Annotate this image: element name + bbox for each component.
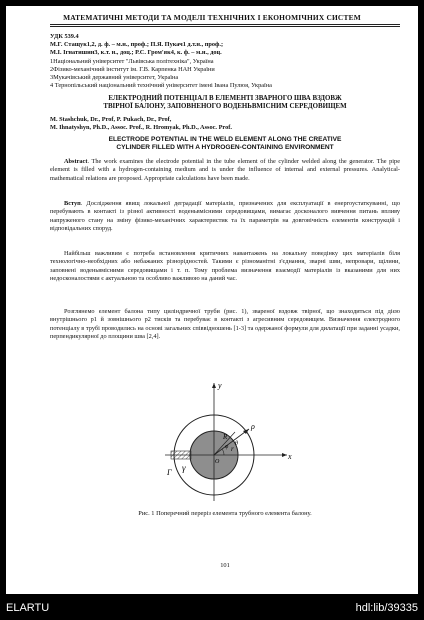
title-en-line-1: ELECTRODE POTENTIAL IN THE WELD ELEMENT ALONG THE CREATIVE bbox=[108, 136, 342, 143]
authors-ua-line-1: М.Г. Стащук1,2, д. ф. – м.н., проф.; П.Я. Пукач1 д.т.н., проф.; bbox=[50, 41, 224, 48]
repository-footer bbox=[0, 594, 424, 620]
abstract-text: . The work examines the electrode potential in the tube element of the cylinder welded along the generator. The pipe element is filled with a hydrogen-containing medium and is under the influence of internal and external pressures. Analytical-mathematical relations are proposed. Appropriate calculations have been made. bbox=[50, 158, 400, 182]
figure-caption: Рис. 1 Поперечний переріз елемента трубного елемента балону. bbox=[138, 510, 312, 517]
label-rho: ρ bbox=[251, 422, 255, 431]
abstract bbox=[50, 158, 400, 183]
intro-label: Вступ bbox=[64, 200, 81, 207]
abstract-label: Abstract bbox=[64, 158, 88, 165]
header-rule-2 bbox=[50, 26, 400, 27]
label-gamma: γ bbox=[182, 463, 186, 473]
affiliation-3: 3Мукачівський державний університет, Україна bbox=[50, 74, 179, 81]
intro-text: . Дослідження явищ локальної деградації матеріалів, призначених для експлуатації в енергоустаткуванні, що перебувають в контакті із різної активності воденьвмісними середовищами, вимагає досконалого вивчення питань впливу напруженого стану на зміну фізико-механічних характеристик та їх параметрів на довговічність елементів конструкцій і відповідальних споруд. bbox=[50, 200, 400, 233]
authors-en-line-1: M. Stashchuk, Dr., Prof, P. Pukach, Dr., Prof, bbox=[50, 116, 172, 123]
label-phi: φ bbox=[225, 444, 229, 450]
udk-code: УДК 539.4 bbox=[50, 33, 79, 40]
paragraph-3-text: Розглянемо елемент балона типу циліндричної труби (рис. 1), звареної вздовж твірної, що знаходиться під дією внутрішнього p1 й зовнішнього p2 тисків та перебуває в контакті з агресивним середовищем. Визначення електродного потенціалу в трубі проводились на основі загальних співвідношень [1-3] та одержаної формули для дилатації при заданні усадки, перпендикулярної до площини шва [2,4]. bbox=[50, 308, 400, 341]
repository-name: ELARTU bbox=[6, 602, 50, 614]
paper-page bbox=[6, 6, 418, 594]
title-ua-line-1: ЕЛЕКТРОДНИЙ ПОТЕНЦІАЛ В ЕЛЕМЕНТІ ЗВАРНОГО ШВА ВЗДОВЖ bbox=[108, 95, 342, 102]
x-axis-arrow bbox=[282, 453, 287, 457]
y-axis-arrow bbox=[212, 383, 216, 388]
label-origin: O bbox=[215, 459, 220, 465]
x-axis-label: x bbox=[288, 452, 292, 461]
handle-id: hdl:lib/39335 bbox=[355, 602, 418, 614]
paragraph-2 bbox=[50, 250, 400, 283]
y-axis-label: y bbox=[218, 381, 222, 390]
intro-paragraph bbox=[50, 200, 400, 233]
running-header: МАТЕМАТИЧНІ МЕТОДИ ТА МОДЕЛІ ТЕХНІЧНИХ І ЕКОНОМІЧНИХ СИСТЕМ bbox=[63, 13, 361, 22]
title-ua-line-2: ТВІРНОЇ БАЛОНУ, ЗАПОВНЕНОГО ВОДЕНЬВМІСНИМ СЕРЕДОВИЩЕМ bbox=[103, 103, 347, 110]
label-r: r bbox=[231, 445, 234, 453]
label-R: R bbox=[223, 433, 228, 441]
paragraph-3 bbox=[50, 308, 400, 341]
label-Gamma: Γ bbox=[167, 468, 172, 477]
title-en-line-2: CYLINDER FILLED WITH A HYDROGEN-CONTAINING ENVIRONMENT bbox=[116, 144, 334, 151]
label-theta: θ bbox=[235, 441, 238, 447]
header-rule bbox=[50, 24, 400, 25]
figure-1-cross-section bbox=[151, 379, 301, 507]
page-number: 101 bbox=[220, 562, 230, 569]
affiliation-1: 1Національний університет "Львівська політехніка", Україна bbox=[50, 58, 214, 65]
authors-ua-line-2: М.І. Ігнатишин3, к.т. н., доц.; Р.С. Гром'як4, к. ф. – м.н., доц. bbox=[50, 49, 222, 56]
authors-en-line-2: M. Ihnatyshyn, Ph.D., Assoc. Prof., R. Hromyak, Ph.D., Assoc. Prof. bbox=[50, 124, 232, 131]
affiliation-4: 4 Тернопільський національний технічний університет імені Івана Пулюя, Україна bbox=[50, 82, 272, 89]
affiliation-2: 2Фізико-механічний інститут ім. Г.В. Карпенка НАН України bbox=[50, 66, 215, 73]
paragraph-2-text: Найбільш важливим є потреба встановлення критичних навантажень на локальну поведінку цих матеріалів біля технологічно-необхідних або небажаних різнорідностей. Такими є різноманітні з'єднання, зварні шви, непровари, щілини, заповнені воденьвмісними середовищами і т. п. Тому проблема визначення взаємодії матеріалів із вказаними для них недосконалостями є актуальною та особливо важливою на даний час. bbox=[50, 250, 400, 283]
